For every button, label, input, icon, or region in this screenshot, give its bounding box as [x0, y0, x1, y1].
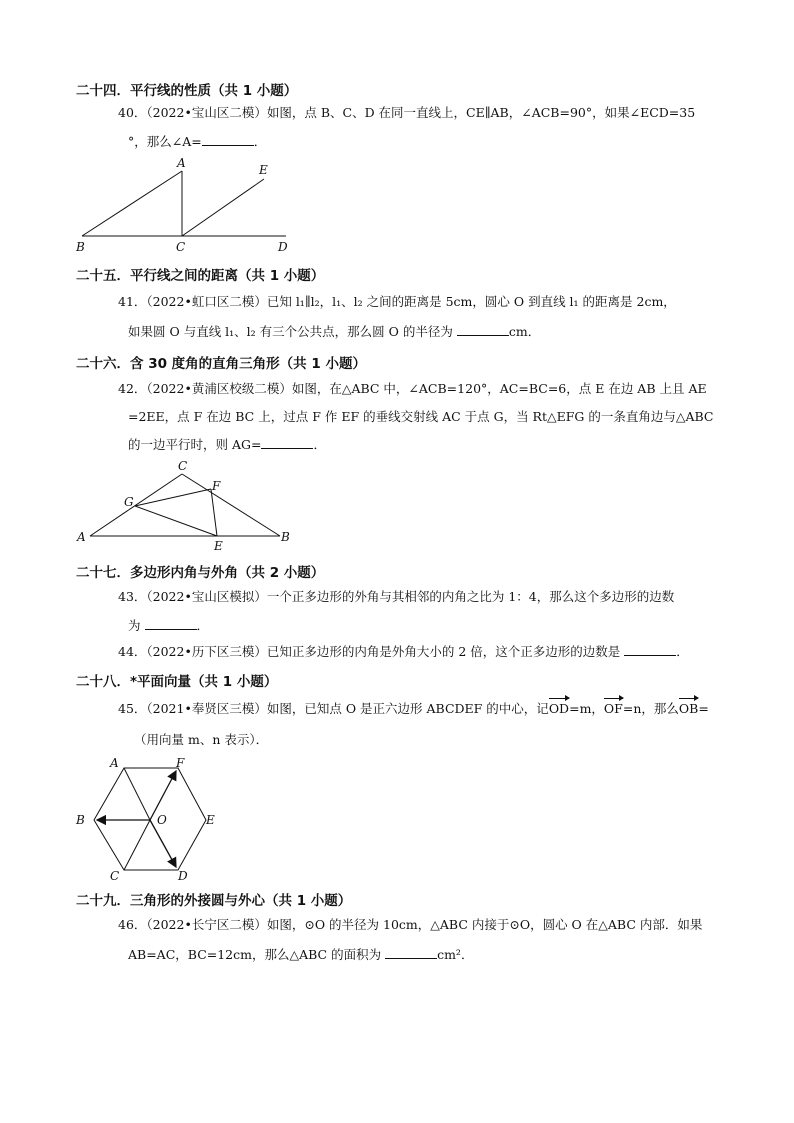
figure-45: [70, 752, 230, 884]
label-c: C: [178, 459, 188, 473]
section-heading-25: 二十五．平行线之间的距离（共 1 小题）: [76, 268, 325, 284]
answer-blank: [385, 946, 437, 959]
label-e: E: [214, 539, 223, 553]
label-b: B: [281, 530, 290, 544]
question-42-line2: =2EE，点 F 在边 BC 上，过点 F 作 EF 的垂线交射线 AC 于点 G，当 Rt△EFG 的一条直角边与△ABC: [128, 409, 714, 424]
label-f: F: [176, 756, 185, 770]
question-45-line1: 45．（2021•奉贤区三模）如图，已知点 O 是正六边形 ABCDEF 的中心，记OD=m，OF=n，那么OB=: [118, 701, 709, 716]
label-a: A: [110, 756, 119, 770]
label-c: C: [176, 240, 186, 254]
answer-blank: [145, 617, 197, 630]
label-b: B: [76, 813, 85, 827]
question-42-line3: 的一边平行时，则 AG= ．: [128, 437, 326, 452]
section-heading-29: 二十九．三角形的外接圆与外心（共 1 小题）: [76, 893, 352, 909]
question-46-line1: 46．（2022•长宁区二模）如图，⊙O 的半径为 10cm，△ABC 内接于⊙O，圆心 O 在△ABC 内部．如果: [118, 917, 703, 932]
label-f: F: [212, 479, 221, 493]
question-41-line1: 41．（2022•虹口区二模）已知 l₁∥l₂，l₁、l₂ 之间的距离是 5cm，圆心 O 到直线 l₁ 的距离是 2cm，: [118, 294, 676, 309]
figure-40: [70, 155, 300, 255]
label-c: C: [110, 869, 120, 883]
label-g: G: [124, 495, 134, 509]
question-43-line2: 为 ．: [128, 618, 210, 633]
label-o: O: [157, 813, 167, 827]
section-heading-24: 二十四．平行线的性质（共 1 小题）: [76, 83, 298, 99]
answer-blank: [202, 133, 254, 146]
answer-blank: [261, 436, 313, 449]
question-42-line1: 42．（2022•黄浦区校级二模）如图，在△ABC 中，∠ACB=120°，AC=BC=6，点 E 在边 AB 上且 AE: [118, 381, 707, 396]
section-heading-26: 二十六．含 30 度角的直角三角形（共 1 小题）: [76, 356, 366, 372]
label-b: B: [76, 240, 85, 254]
vector-od: OD: [548, 701, 570, 716]
question-41-line2: 如果圆 O 与直线 l₁、l₂ 有三个公共点，那么圆 O 的半径为 cm．: [128, 324, 541, 339]
section-heading-28: 二十八．*平面向量（共 1 小题）: [76, 674, 278, 690]
figure-42: [70, 456, 300, 556]
question-43-line1: 43．（2022•宝山区模拟）一个正多边形的外角与其相邻的内角之比为 1：4，那么这个多边形的边数: [118, 589, 675, 604]
label-a: A: [177, 156, 186, 170]
question-40-line1: 40．（2022•宝山区二模）如图，点 B、C、D 在同一直线上，CE∥AB，∠ACB=90°，如果∠ECD=35: [118, 105, 696, 120]
vector-of: OF: [603, 701, 623, 716]
question-46-line2: AB=AC，BC=12cm，那么△ABC 的面积为 cm²．: [128, 947, 474, 962]
label-d: D: [278, 240, 288, 254]
label-e: E: [259, 163, 268, 177]
label-e: E: [206, 813, 215, 827]
question-40-line2: °，那么∠A= ．: [128, 134, 267, 149]
section-heading-27: 二十七．多边形内角与外角（共 2 小题）: [76, 565, 325, 581]
label-d: D: [178, 869, 188, 883]
vector-ob: OB: [678, 701, 699, 716]
answer-blank: [624, 643, 676, 656]
question-44-line1: 44．（2022•历下区三模）已知正多边形的内角是外角大小的 2 倍，这个正多边形的边数是 ．: [118, 644, 689, 659]
question-45-line2: （用向量 m、n 表示）．: [134, 732, 269, 747]
answer-blank: [457, 323, 509, 336]
label-a: A: [77, 530, 86, 544]
